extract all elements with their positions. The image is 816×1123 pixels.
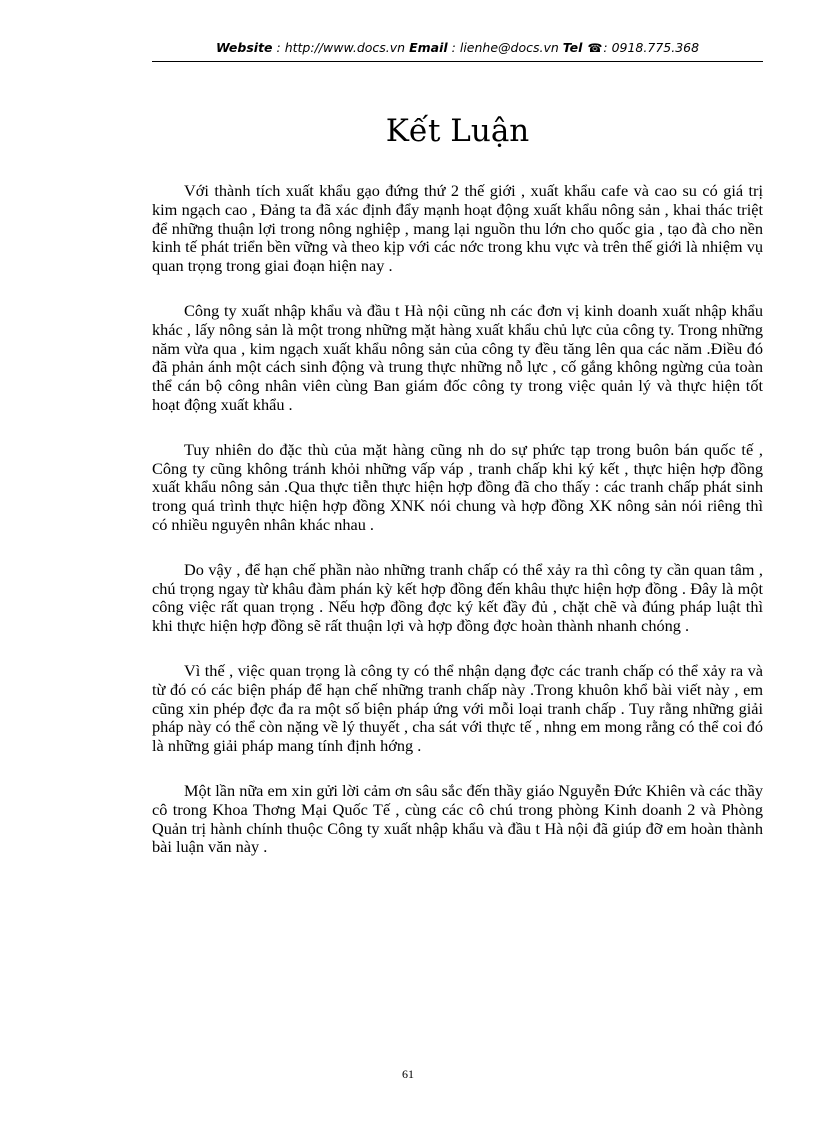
page-number: 61 [402,1067,414,1081]
email-address: : lienhe@docs.vn [451,40,559,55]
tel-number: : 0918.775.368 [603,40,700,55]
page-header [152,40,763,55]
email-label: Email [409,40,448,55]
phone-icon: ☎ [587,41,603,55]
body-text [152,182,763,883]
paragraph: Tuy nhiên do đặc thù của mặt hàng cũng nh do sự phức tạp trong buôn bán quốc tế , Công ty cũng không tránh khỏi những vấp váp , tranh chấp khi ký kết , thực hiện hợp đồng xuất khẩu nông sản .Qua thực tiễn thực hiện hợp đồng đã cho thấy : các tranh chấp phát sinh trong quá trình thực hiện hợp đồng XNK nói chung và hợp đồng XK nông sản nói riêng thì có nhiều nguyên nhân khác nhau . [152,439,763,534]
paragraph: Vì thế , việc quan trọng là công ty có thể nhận dạng đợc các tranh chấp có thể xảy ra và từ đó có các biện pháp để hạn chế những tranh chấp này .Trong khuôn khổ bài viết này , em cũng xin phép đợc đa ra một số biện pháp ứng với mỗi loại tranh chấp . Tuy rằng những giải pháp này có thể còn nặng về lý thuyết , cha sát với thực tế , nhng em mong rằng có thể coi đó là những giải pháp mang tính định hớng . [152,660,763,756]
website-url: : http://www.docs.vn [276,40,406,55]
header-divider [152,61,763,62]
paragraph: Công ty xuất nhập khẩu và đầu t Hà nội cũng nh các đơn vị kinh doanh xuất nhập khẩu khác , lấy nông sản là một trong những mặt hàng xuất khẩu chủ lực của công ty. Trong những năm vừa qua , kim ngạch xuất khẩu nông sản của công ty đều tăng lên qua các năm .Điều đó đã phản ánh một cách sinh động và trung thực những nỗ lực , cố gắng không ngừng của toàn thể cán bộ công nhân viên cùng Ban giám đốc công ty trong việc quản lý và thực hiện tốt hoạt động xuất khẩu . [152,300,763,414]
paragraph: Với thành tích xuất khẩu gạo đứng thứ 2 thế giới , xuất khẩu cafe và cao su có giá trị kim ngạch cao , Đảng ta đã xác định đẩy mạnh hoạt động xuất khẩu nông sản , khai thác triệt để những thuận lợi trong nông nghiệp , mang lại nguồn thu lớn cho quốc gia , tạo đà cho nền kinh tế phát triển bền vững và theo kịp với các nớc trong khu vực và trên thế giới là nhiệm vụ quan trọng trong giai đoạn hiện nay . [152,181,763,276]
paragraph: Do vậy , để hạn chế phần nào những tranh chấp có thể xảy ra thì công ty cần quan tâm , chú trọng ngay từ khâu đàm phán kỳ kết hợp đồng đến khâu thực hiện hợp đồng . Đây là một công việc rất quan trọng . Nếu hợp đồng đợc ký kết đầy đủ , chặt chẽ và đúng pháp luật thì khi thực hiện hợp đồng sẽ rất thuận lợi và hợp đồng đợc hoàn thành nhanh chóng . [152,559,763,636]
tel-label: Tel [562,40,583,55]
page-title: Kết Luận [385,113,530,149]
website-label: Website [215,40,273,55]
paragraph: Một lần nữa em xin gửi lời cảm ơn sâu sắc đến thầy giáo Nguyễn Đức Khiên và các thầy cô trong Khoa Thơng Mại Quốc Tế , cùng các cô chú trong phòng Kinh doanh 2 và Phòng Quản trị hành chính thuộc Công ty xuất nhập khẩu và đầu t Hà nội đã giúp đỡ em hoàn thành bài luận văn này . [152,780,763,857]
